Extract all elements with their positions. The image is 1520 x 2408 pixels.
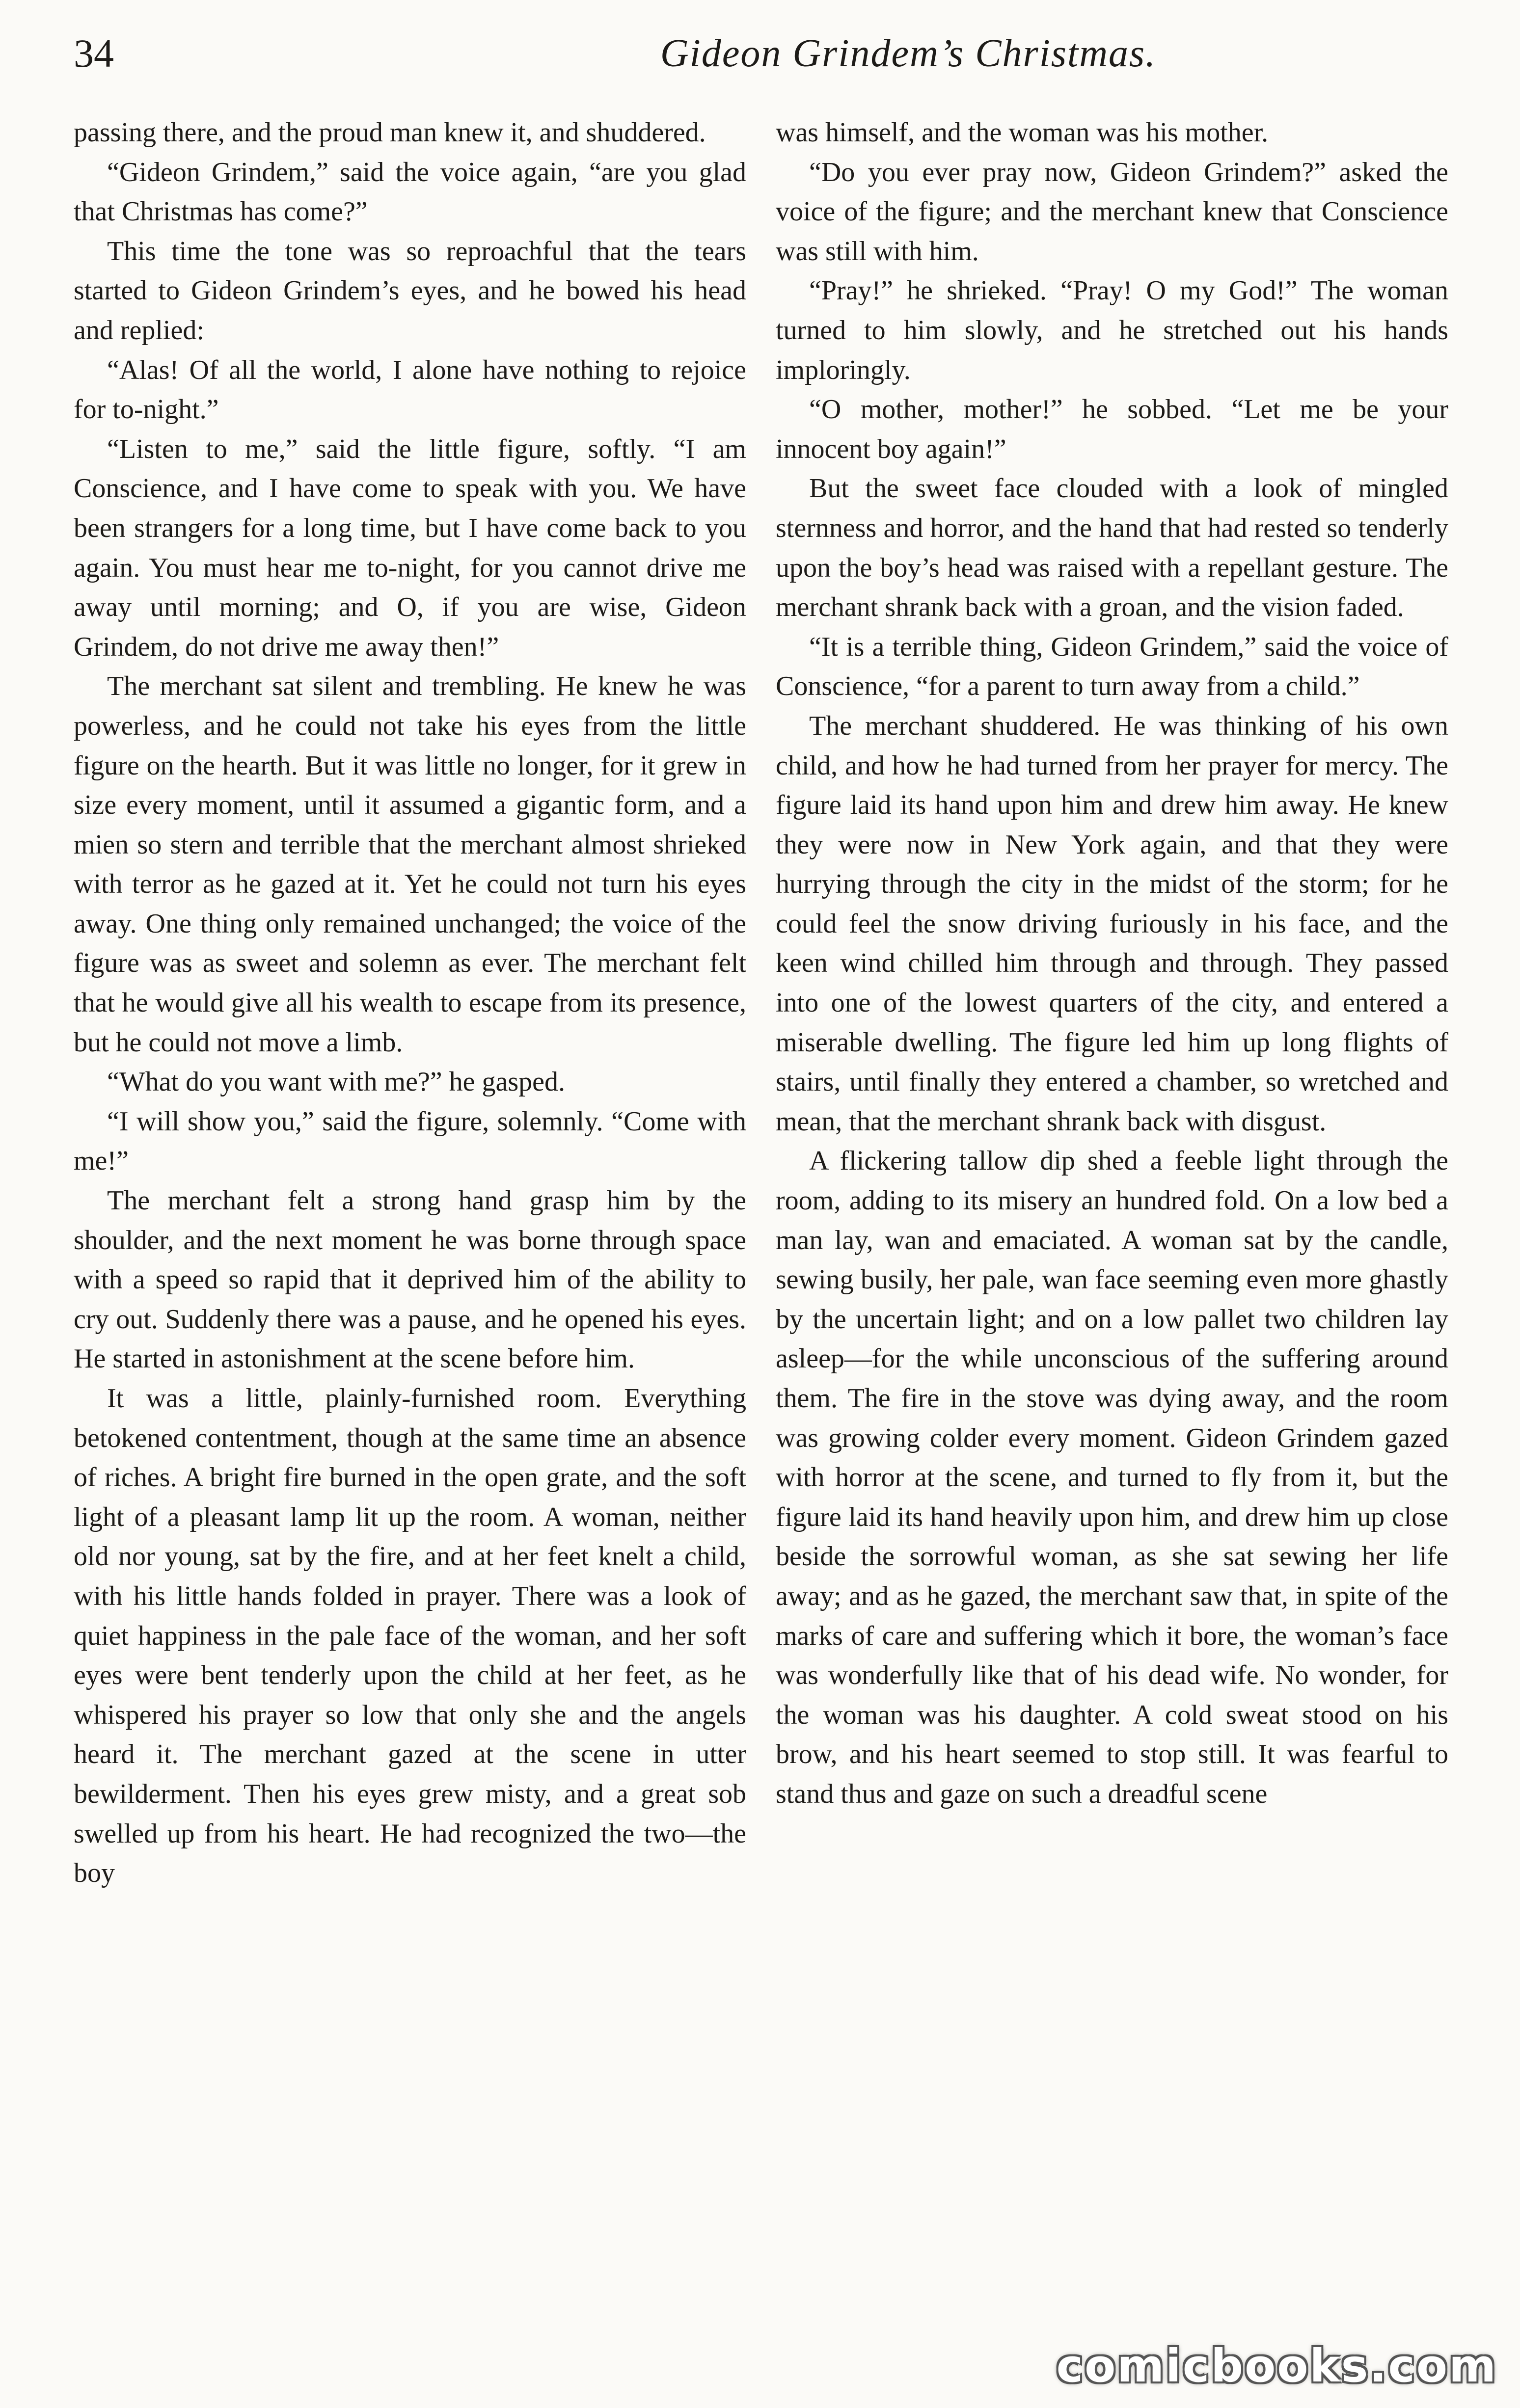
paragraph: “Pray!” he shrieked. “Pray! O my God!” The woman turned to him slowly, and he stretched out his hands imploringly.	[776, 275, 1448, 385]
paragraph: But the sweet face clouded with a look of mingled sternness and horror, and the hand that had rested so tenderly upon the boy’s head was raised with a repellant gesture. The merchant shrank back with a groan, and the vision faded.	[776, 473, 1448, 623]
paragraph: “It is a terrible thing, Gideon Grindem,” said the voice of Conscience, “for a parent to turn away from a child.”	[776, 631, 1448, 702]
paragraph: “Do you ever pray now, Gideon Grindem?” asked the voice of the figure; and the merchant knew that Conscience was still with him.	[776, 157, 1448, 267]
page-header	[74, 22, 1448, 95]
paragraph: was himself, and the woman was his mother.	[776, 117, 1269, 148]
paragraph: “O mother, mother!” he sobbed. “Let me be your innocent boy again!”	[776, 394, 1448, 464]
page-number: 34	[74, 31, 114, 76]
paragraph: The merchant sat silent and trembling. He knew he was powerless, and he could not take his eyes from the little figure on the hearth. But it was little no longer, for it grew in size every moment, until it assumed a gigantic form, and a mien so stern and terrible that the merchant almost shrieked with terror as he gazed at it. Yet he could not turn his eyes away. One thing only remained unchanged; the voice of the figure was as sweet and solemn as ever. The merchant felt that he would give all his wealth to escape from its presence, but he could not move a limb.	[74, 671, 746, 1058]
right-text-column	[776, 113, 1448, 1814]
paragraph: This time the tone was so reproachful that the tears started to Gideon Grindem’s eyes, and he bowed his head and replied:	[74, 236, 746, 346]
paragraph: A flickering tallow dip shed a feeble light through the room, adding to its misery an hundred fold. On a low bed a man lay, wan and emaciated. A woman sat by the candle, sewing busily, her pale, wan face seeming even more ghastly by the uncertain light; and on a low pallet two children lay asleep—for the while unconscious of the suffering around them. The fire in the stove was dying away, and the room was growing colder every moment. Gideon Grindem gazed with horror at the scene, and turned to fly from it, but the figure laid its hand heavily upon him, and drew him up close beside the sorrowful woman, as she sat sewing her life away; and as he gazed, the merchant saw that, in spite of the marks of care and suffering which it bore, the woman’s face was wonderfully like that of his dead wife. No wonder, for the woman was his daughter. A cold sweat stood on his brow, and his heart seemed to stop still. It was fearful to stand thus and gaze on such a dreadful scene	[776, 1146, 1448, 1809]
paragraph: The merchant shuddered. He was thinking of his own child, and how he had turned from her prayer for mercy. The figure laid its hand upon him and drew him away. He knew they were now in New York again, and that they were hurrying through the city in the midst of the storm; for he could feel the snow driving furiously in his face, and the keen wind chilled him through and through. They passed into one of the lowest quarters of the city, and entered a miserable dwelling. The figure led him up long flights of stairs, until finally they entered a chamber, so wretched and mean, that the merchant shrank back with disgust.	[776, 710, 1448, 1137]
paragraph: “Gideon Grindem,” said the voice again, “are you glad that Christmas has come?”	[74, 157, 746, 227]
paragraph: It was a little, plainly-furnished room. Everything betokened contentment, though at the same time an absence of riches. A bright fire burned in the open grate, and the soft light of a pleasant lamp lit up the room. A woman, neither old nor young, sat by the fire, and at her feet knelt a child, with his little hands folded in prayer. There was a look of quiet happiness in the pale face of the woman, and her soft eyes were bent tenderly upon the child at her feet, as he whispered his prayer so low that only she and the angels heard it. The merchant gazed at the scene in utter bewilderment. Then his eyes grew misty, and a great sob swelled up from his heart. He had recognized the two—the boy	[74, 1383, 746, 1889]
left-text-column	[74, 113, 746, 1893]
running-title: Gideon Grindem’s Christmas.	[660, 32, 1157, 75]
paragraph: “Alas! Of all the world, I alone have nothing to rejoice for to-night.”	[74, 354, 746, 425]
paragraph: The merchant felt a strong hand grasp him by the shoulder, and the next moment he was borne through space with a speed so rapid that it deprived him of the ability to cry out. Suddenly there was a pause, and he opened his eyes. He started in astonishment at the scene before him.	[74, 1185, 746, 1374]
paragraph: passing there, and the proud man knew it, and shuddered.	[74, 117, 706, 148]
watermark: comicbooks.com	[1056, 2340, 1497, 2392]
paragraph: “Listen to me,” said the little figure, softly. “I am Conscience, and I have come to speak with you. We have been strangers for a long time, but I have come back to you again. You must hear me to-night, for you cannot drive me away until morning; and O, if you are wise, Gideon Grindem, do not drive me away then!”	[74, 433, 746, 662]
paragraph: “What do you want with me?” he gasped.	[107, 1067, 566, 1097]
paragraph: “I will show you,” said the figure, solemnly. “Come with me!”	[74, 1106, 746, 1177]
